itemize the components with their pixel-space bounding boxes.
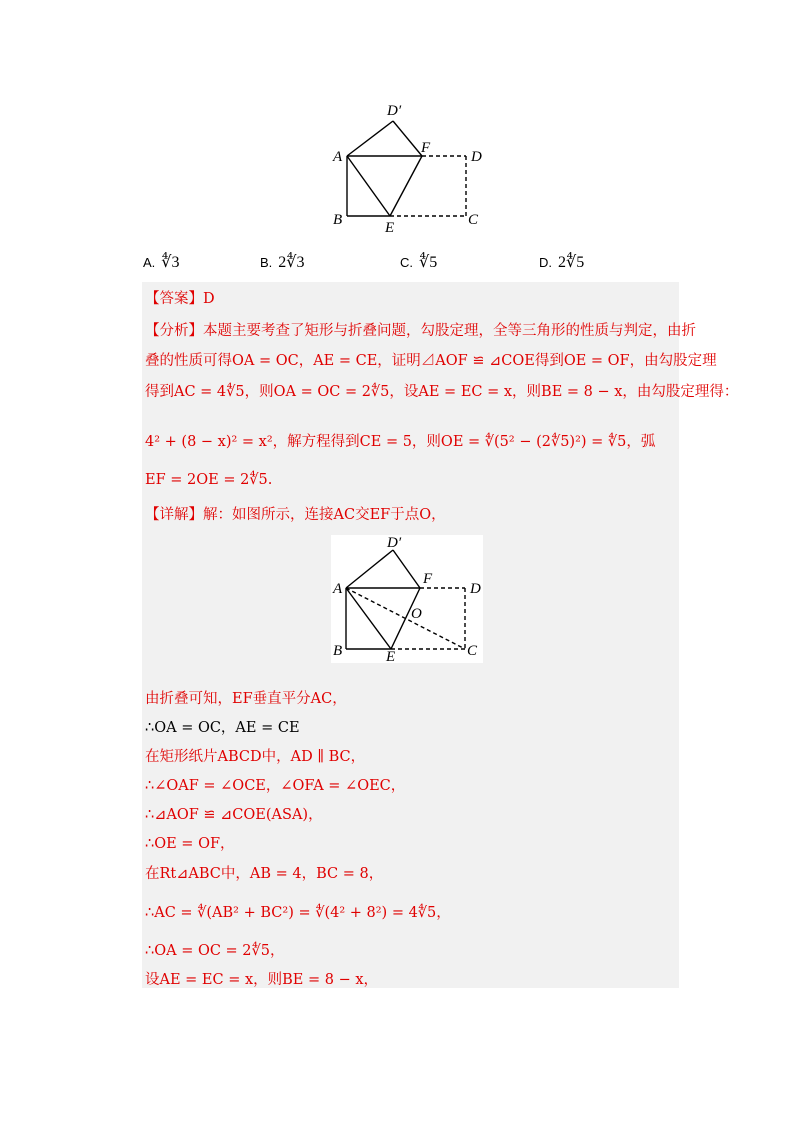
label-E: E bbox=[386, 649, 396, 663]
analysis-line-1: 【分析】本题主要考查了矩形与折叠问题，勾股定理，全等三角形的性质与判定，由折 bbox=[145, 323, 696, 339]
label-O: O bbox=[411, 606, 422, 622]
folding-figure bbox=[325, 100, 495, 235]
edge-AD-prime bbox=[346, 550, 393, 588]
choice-a[interactable]: A. ∜3 bbox=[143, 254, 180, 271]
edge-AD-prime bbox=[347, 121, 393, 156]
choice-c[interactable]: C. ∜5 bbox=[400, 254, 438, 271]
step-4: ∴∠OAF = ∠OCE，∠OFA = ∠OEC， bbox=[145, 778, 406, 794]
label-C: C bbox=[468, 212, 479, 228]
step-9: ∴OA = OC = 2∜5， bbox=[145, 943, 285, 959]
label-D: D bbox=[471, 149, 482, 165]
analysis-line-2: 叠的性质可得OA = OC，AE = CE，证明⊿AOF ≌ ⊿COE得到OE = OF，由勾股定理 bbox=[145, 353, 717, 369]
label-F: F bbox=[421, 140, 431, 156]
answer-value: D bbox=[203, 291, 215, 307]
label-A: A bbox=[333, 581, 343, 597]
label-A: A bbox=[333, 149, 343, 165]
label-C: C bbox=[467, 643, 478, 659]
edge-D-prime-F bbox=[393, 550, 420, 588]
step-3: 在矩形纸片ABCD中，AD ∥ BC， bbox=[145, 749, 366, 765]
label-D: D bbox=[470, 581, 481, 597]
step-7: 在Rt⊿ABC中，AB = 4，BC = 8， bbox=[145, 866, 384, 882]
analysis-line-3: 得到AC = 4∜5，则OA = OC = 2∜5，设AE = EC = x，则BE = 8 − x，由勾股定理得： bbox=[145, 384, 739, 400]
choice-b[interactable]: B. 2∜3 bbox=[260, 254, 305, 271]
step-2: ∴OA = OC，AE = CE bbox=[145, 720, 300, 736]
label-B: B bbox=[333, 643, 343, 659]
label-D-prime: D′ bbox=[387, 535, 402, 551]
solution-figure bbox=[331, 535, 483, 663]
answer-line: 【答案】D bbox=[145, 291, 215, 307]
step-1: 由折叠可知，EF垂直平分AC， bbox=[145, 691, 347, 707]
edge-D-prime-F bbox=[393, 121, 422, 156]
answer-choices bbox=[143, 252, 623, 278]
label-D-prime: D′ bbox=[387, 103, 402, 119]
dashed-AC bbox=[346, 588, 465, 649]
step-10: 设AE = EC = x，则BE = 8 − x， bbox=[145, 972, 379, 988]
analysis-line-5: EF = 2OE = 2∜5. bbox=[145, 472, 273, 488]
step-8: ∴AC = ∜(AB² + BC²) = ∜(4² + 8²) = 4∜5， bbox=[145, 905, 451, 921]
choice-d[interactable]: D. 2∜5 bbox=[539, 254, 585, 271]
edge-EF bbox=[390, 156, 422, 216]
label-B: B bbox=[333, 212, 343, 228]
label-E: E bbox=[385, 220, 395, 235]
edge-AE bbox=[346, 588, 391, 649]
step-5: ∴⊿AOF ≌ ⊿COE(ASA)， bbox=[145, 807, 323, 823]
detail-intro: 【详解】解：如图所示，连接AC交EF于点O， bbox=[145, 507, 446, 523]
edge-AE bbox=[347, 156, 390, 216]
step-6: ∴OE = OF， bbox=[145, 836, 235, 852]
analysis-line-4: 4² + (8 − x)² = x²，解方程得到CE = 5，则OE = ∜(5² − (2∜5)²) = ∜5，弧 bbox=[145, 434, 656, 450]
label-F: F bbox=[423, 571, 433, 587]
